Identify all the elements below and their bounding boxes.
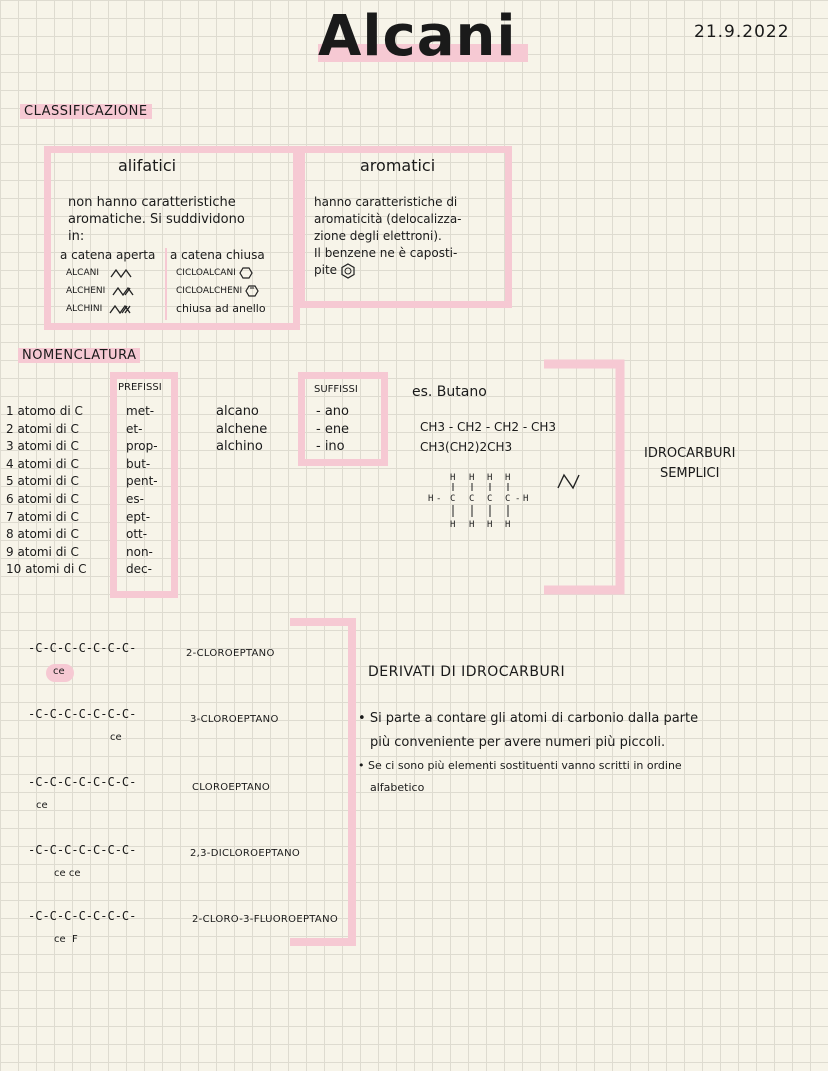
list-item: non- bbox=[126, 544, 153, 559]
svg-text:C: C bbox=[505, 494, 511, 504]
bracket-idrocarburi bbox=[540, 358, 630, 598]
prefix-column bbox=[126, 403, 158, 579]
list-item: 8 atomi di C bbox=[6, 527, 79, 542]
list-item: CICLOALCANI bbox=[176, 264, 266, 282]
list-item: CICLOALCHENI bbox=[176, 282, 266, 300]
svg-text:C: C bbox=[469, 494, 475, 504]
carbon-chain: -C-C-C-C-C-C-C- bbox=[28, 909, 137, 923]
substituent: ce ce bbox=[54, 868, 81, 879]
derivative-name-2: 3-CLOROEPTANO bbox=[190, 714, 279, 725]
date: 21.9.2022 bbox=[694, 22, 790, 42]
list-item: prop- bbox=[126, 439, 158, 454]
list-item: ALCHENI bbox=[66, 282, 136, 300]
list-item: ept- bbox=[126, 509, 151, 524]
derivative-example-1 bbox=[28, 641, 137, 677]
nomenclatura-heading: NOMENCLATURA bbox=[18, 348, 140, 363]
list-item: pent- bbox=[126, 474, 158, 489]
list-item: ott- bbox=[126, 527, 148, 542]
svg-text:H: H bbox=[469, 473, 475, 483]
list-item: 6 atomi di C bbox=[6, 491, 79, 506]
svg-text:H: H bbox=[469, 520, 475, 530]
svg-text:-: - bbox=[515, 494, 521, 504]
cycloalkene-hexagon-icon bbox=[245, 285, 259, 297]
list-item: et- bbox=[126, 421, 143, 436]
carbon-chain: -C-C-C-C-C-C-C- bbox=[28, 707, 137, 721]
list-item: alfabetico bbox=[370, 781, 425, 794]
list-item: 10 atomi di C bbox=[6, 562, 87, 577]
aromatici-title: aromatici bbox=[360, 156, 436, 175]
open-chain-list bbox=[66, 264, 136, 318]
cycloalkane-hexagon-icon bbox=[239, 267, 253, 279]
alifatici-description: non hanno caratteristiche aromatiche. Si suddividono in: bbox=[68, 195, 245, 244]
atoms-column bbox=[6, 403, 86, 579]
derivative-name-4: 2,3-DICLOROEPTANO bbox=[190, 848, 301, 859]
list-item: 2 atomi di C bbox=[6, 421, 79, 436]
svg-text:H: H bbox=[505, 473, 511, 483]
list-item: 4 atomi di C bbox=[6, 456, 79, 471]
example-label: es. Butano bbox=[412, 384, 487, 400]
classes-column bbox=[216, 403, 267, 456]
list-item: alchene bbox=[216, 421, 268, 437]
suffix-column bbox=[316, 403, 349, 456]
list-item: - ino bbox=[316, 439, 345, 455]
list-item: alcano bbox=[216, 404, 259, 419]
suffissi-header: SUFFISSI bbox=[314, 384, 358, 395]
carbon-chain: -C-C-C-C-C-C-C- bbox=[28, 843, 137, 857]
list-item: chiusa ad anello bbox=[176, 302, 266, 315]
list-item: più conveniente per avere numeri più piccoli. bbox=[370, 735, 666, 750]
svg-text:H: H bbox=[505, 520, 511, 530]
svg-text:H: H bbox=[487, 473, 493, 483]
alifatici-title: alifatici bbox=[118, 156, 177, 175]
list-item: 5 atomi di C bbox=[6, 474, 79, 489]
carbon-chain: -C-C-C-C-C-C-C- bbox=[28, 775, 137, 789]
list-item: dec- bbox=[126, 562, 152, 577]
chain-divider bbox=[165, 248, 167, 320]
derivative-example-4 bbox=[28, 843, 137, 879]
derivati-heading: DERIVATI DI IDROCARBURI bbox=[368, 664, 566, 680]
aromatici-description: hanno caratteristiche di aromaticità (delocalizza- zione degli elettroni). Il benzene ne è caposti- pite bbox=[314, 195, 462, 277]
derivative-example-3 bbox=[28, 775, 137, 811]
carbon-chain: -C-C-C-C-C-C-C- bbox=[28, 641, 137, 655]
derivati-notes bbox=[358, 706, 818, 798]
list-item: es- bbox=[126, 491, 144, 506]
list-item: ALCANI bbox=[66, 264, 136, 282]
alkyne-zigzag-icon bbox=[109, 304, 135, 314]
formula-condensed: CH3(CH2)2CH3 bbox=[420, 440, 513, 454]
list-item: - ano bbox=[316, 404, 349, 419]
derivative-example-5 bbox=[28, 909, 137, 945]
open-chain-label: a catena aperta bbox=[60, 248, 156, 262]
svg-text:H: H bbox=[523, 494, 529, 504]
list-item: met- bbox=[126, 404, 155, 418]
list-item: ALCHINI bbox=[66, 300, 136, 318]
alkane-zigzag-icon bbox=[110, 268, 132, 278]
derivative-name-1: 2-CLOROEPTANO bbox=[186, 648, 275, 659]
list-item: • Se ci sono più elementi sostituenti vanno scritti in ordine bbox=[358, 759, 682, 772]
derivative-name-5: 2-CLORO-3-FLUOROEPTANO bbox=[192, 914, 339, 925]
substituent: ce bbox=[53, 666, 65, 677]
derivative-name-3: CLOROEPTANO bbox=[192, 782, 271, 793]
svg-text:H: H bbox=[450, 520, 456, 530]
idrocarburi-semplici-label: IDROCARBURI SEMPLICI bbox=[644, 446, 736, 481]
svg-text:-: - bbox=[436, 494, 442, 504]
svg-text:H: H bbox=[428, 494, 434, 504]
bracket-derivati bbox=[286, 616, 366, 952]
svg-text:C: C bbox=[450, 494, 456, 504]
derivative-example-2 bbox=[28, 707, 137, 743]
list-item: 3 atomi di C bbox=[6, 439, 79, 454]
list-item: - ene bbox=[316, 421, 350, 437]
alkene-zigzag-icon bbox=[112, 286, 136, 296]
list-item: 9 atomi di C bbox=[6, 544, 79, 559]
page-title: Alcani bbox=[318, 4, 517, 69]
benzene-icon bbox=[341, 263, 355, 279]
list-item: alchino bbox=[216, 439, 263, 455]
list-item: 1 atomo di C bbox=[6, 404, 83, 418]
closed-chain-list bbox=[176, 264, 266, 318]
list-item: but- bbox=[126, 456, 151, 471]
list-item: 7 atomi di C bbox=[6, 509, 79, 524]
classificazione-heading: CLASSIFICAZIONE bbox=[20, 104, 152, 119]
svg-text:H: H bbox=[450, 473, 456, 483]
prefissi-header: PREFISSI bbox=[118, 382, 162, 393]
list-item: • Si parte a contare gli atomi di carbonio dalla parte bbox=[358, 711, 699, 726]
substituent: ce bbox=[36, 800, 48, 811]
svg-text:H: H bbox=[487, 520, 493, 530]
substituent: ce bbox=[110, 732, 122, 743]
formula-extended: CH3 - CH2 - CH2 - CH3 bbox=[420, 420, 557, 434]
butane-structure-diagram bbox=[424, 470, 536, 532]
closed-chain-label: a catena chiusa bbox=[170, 248, 265, 262]
svg-text:C: C bbox=[487, 494, 493, 504]
substituent: ce F bbox=[54, 934, 78, 945]
